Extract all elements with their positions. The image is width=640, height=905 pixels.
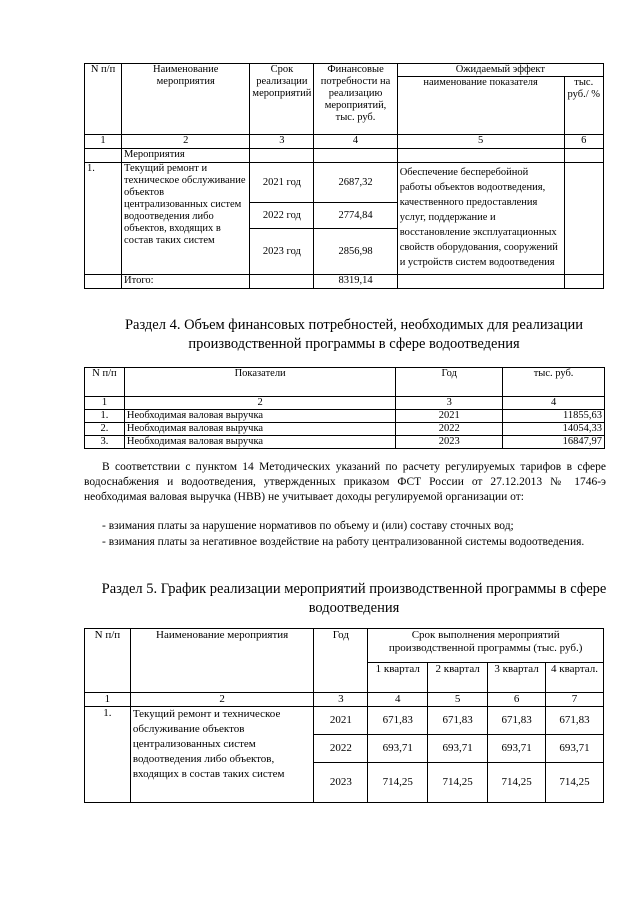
row-name: Текущий ремонт и техническое обслуживание объектов централизованных систем водоотведения либо объектов, входящих в состав таких систем [130, 707, 314, 803]
header-num: N п/п [85, 629, 131, 693]
header-term: Срок выполнения мероприятий производственной программы (тыс. руб.) [368, 629, 604, 663]
col-number: 1 [85, 397, 125, 410]
col-number: 6 [564, 135, 603, 149]
col-number: 5 [428, 693, 488, 707]
col-number: 7 [546, 693, 604, 707]
header-quarter: 1 квартал [368, 663, 428, 693]
col-number: 3 [250, 135, 314, 149]
col-number: 2 [130, 693, 314, 707]
row-name: Необходимая валовая выручка [124, 410, 395, 423]
row-num: 3. [85, 436, 125, 449]
row-quarter-value: 671,83 [488, 707, 546, 735]
row-year: 2023 [396, 436, 503, 449]
row-quarter-value: 693,71 [546, 735, 604, 763]
header-effect: Ожидаемый эффект [397, 64, 603, 77]
row-year: 2023 год [250, 229, 314, 275]
row-quarter-value: 671,83 [368, 707, 428, 735]
row-year: 2021 [314, 707, 368, 735]
column-numbers-row [85, 135, 604, 149]
table-row [85, 707, 604, 735]
row-quarter-value: 671,83 [428, 707, 488, 735]
header-indicator: Показатели [124, 368, 395, 397]
col-number: 4 [314, 135, 397, 149]
header-num: N п/п [85, 64, 122, 135]
total-row [85, 275, 604, 289]
row-quarter-value: 693,71 [368, 735, 428, 763]
header-quarter: 4 квартал. [546, 663, 604, 693]
table-row [85, 163, 604, 203]
row-num: 1. [85, 707, 131, 803]
revenue-table [84, 367, 605, 449]
row-name: Текущий ремонт и техническое обслуживание объектов централизованных систем водоотведения либо объектов, входящих в состав таких систем [122, 163, 250, 275]
header-indicator: наименование показателя [397, 77, 564, 135]
section-4-title: Раздел 4. Объем финансовых потребностей, необходимых для реализации производственной программы в сфере водоотведения [124, 317, 584, 352]
section-label: Мероприятия [122, 149, 250, 163]
row-amount: 2856,98 [314, 229, 397, 275]
col-number: 4 [503, 397, 605, 410]
row-value: 16847,97 [503, 436, 605, 449]
table-row [85, 423, 605, 436]
row-year: 2022 [396, 423, 503, 436]
section-row [85, 149, 604, 163]
col-number: 1 [85, 135, 122, 149]
column-numbers-row [85, 693, 604, 707]
row-year: 2021 год [250, 163, 314, 203]
col-number: 2 [122, 135, 250, 149]
header-year: Год [396, 368, 503, 397]
row-quarter-value: 671,83 [546, 707, 604, 735]
header-finance: Финансовые потребности на реализацию мероприятий, тыс. руб. [314, 64, 397, 135]
col-number: 3 [396, 397, 503, 410]
header-name: Наименование мероприятия [130, 629, 314, 693]
row-year: 2023 [314, 763, 368, 803]
header-num: N п/п [85, 368, 125, 397]
col-number: 2 [124, 397, 395, 410]
total-label: Итого: [122, 275, 250, 289]
measures-table [84, 63, 604, 289]
header-value: тыс. руб. [503, 368, 605, 397]
row-value: 14054,33 [503, 423, 605, 436]
col-number: 1 [85, 693, 131, 707]
row-quarter-value: 714,25 [428, 763, 488, 803]
row-num: 2. [85, 423, 125, 436]
bullet-item: - взимания платы за нарушение нормативов по объему и (или) составу сточных вод; [102, 520, 514, 532]
table-row [85, 410, 605, 423]
row-quarter-value: 693,71 [428, 735, 488, 763]
row-quarter-value: 714,25 [546, 763, 604, 803]
schedule-table [84, 628, 604, 803]
row-quarter-value: 693,71 [488, 735, 546, 763]
header-unit: тыс. руб./ % [564, 77, 603, 135]
nvv-paragraph: В соответствии с пунктом 14 Методических указаний по расчету регулируемых тарифов в сфере водоснабжения и водоотведения, утвержденных приказом ФСТ России от 27.12.2013 № 1746-э необходимая валовая выручка (НВВ) не учитывает доходы регулируемой организации от: [84, 461, 606, 503]
row-year: 2022 [314, 735, 368, 763]
row-year: 2021 [396, 410, 503, 423]
total-value: 8319,14 [314, 275, 397, 289]
row-num: 1. [85, 163, 122, 275]
row-num: 1. [85, 410, 125, 423]
row-effect: Обеспечение бесперебойной работы объектов водоотведения, качественного предоставления услуг, поддержание и восстановление эксплуатационных свойств оборудования, сооружений и устройств систем водоотведения [397, 163, 564, 275]
row-quarter-value: 714,25 [488, 763, 546, 803]
col-number: 4 [368, 693, 428, 707]
row-value: 11855,63 [503, 410, 605, 423]
row-name: Необходимая валовая выручка [124, 423, 395, 436]
col-number: 5 [397, 135, 564, 149]
header-name: Наименование мероприятия [122, 64, 250, 135]
row-amount: 2774,84 [314, 203, 397, 229]
header-quarter: 2 квартал [428, 663, 488, 693]
row-name: Необходимая валовая выручка [124, 436, 395, 449]
col-number: 3 [314, 693, 368, 707]
col-number: 6 [488, 693, 546, 707]
header-quarter: 3 квартал [488, 663, 546, 693]
column-numbers-row [85, 397, 605, 410]
table-row [85, 436, 605, 449]
header-term: Срок реализации мероприятий [250, 64, 314, 135]
bullet-item: - взимания платы за негативное воздействие на работу централизованной системы водоотведения. [102, 536, 585, 548]
header-year: Год [314, 629, 368, 693]
row-quarter-value: 714,25 [368, 763, 428, 803]
row-year: 2022 год [250, 203, 314, 229]
section-5-title: Раздел 5. График реализации мероприятий производственной программы в сфере водоотведения [101, 581, 607, 616]
row-amount: 2687,32 [314, 163, 397, 203]
